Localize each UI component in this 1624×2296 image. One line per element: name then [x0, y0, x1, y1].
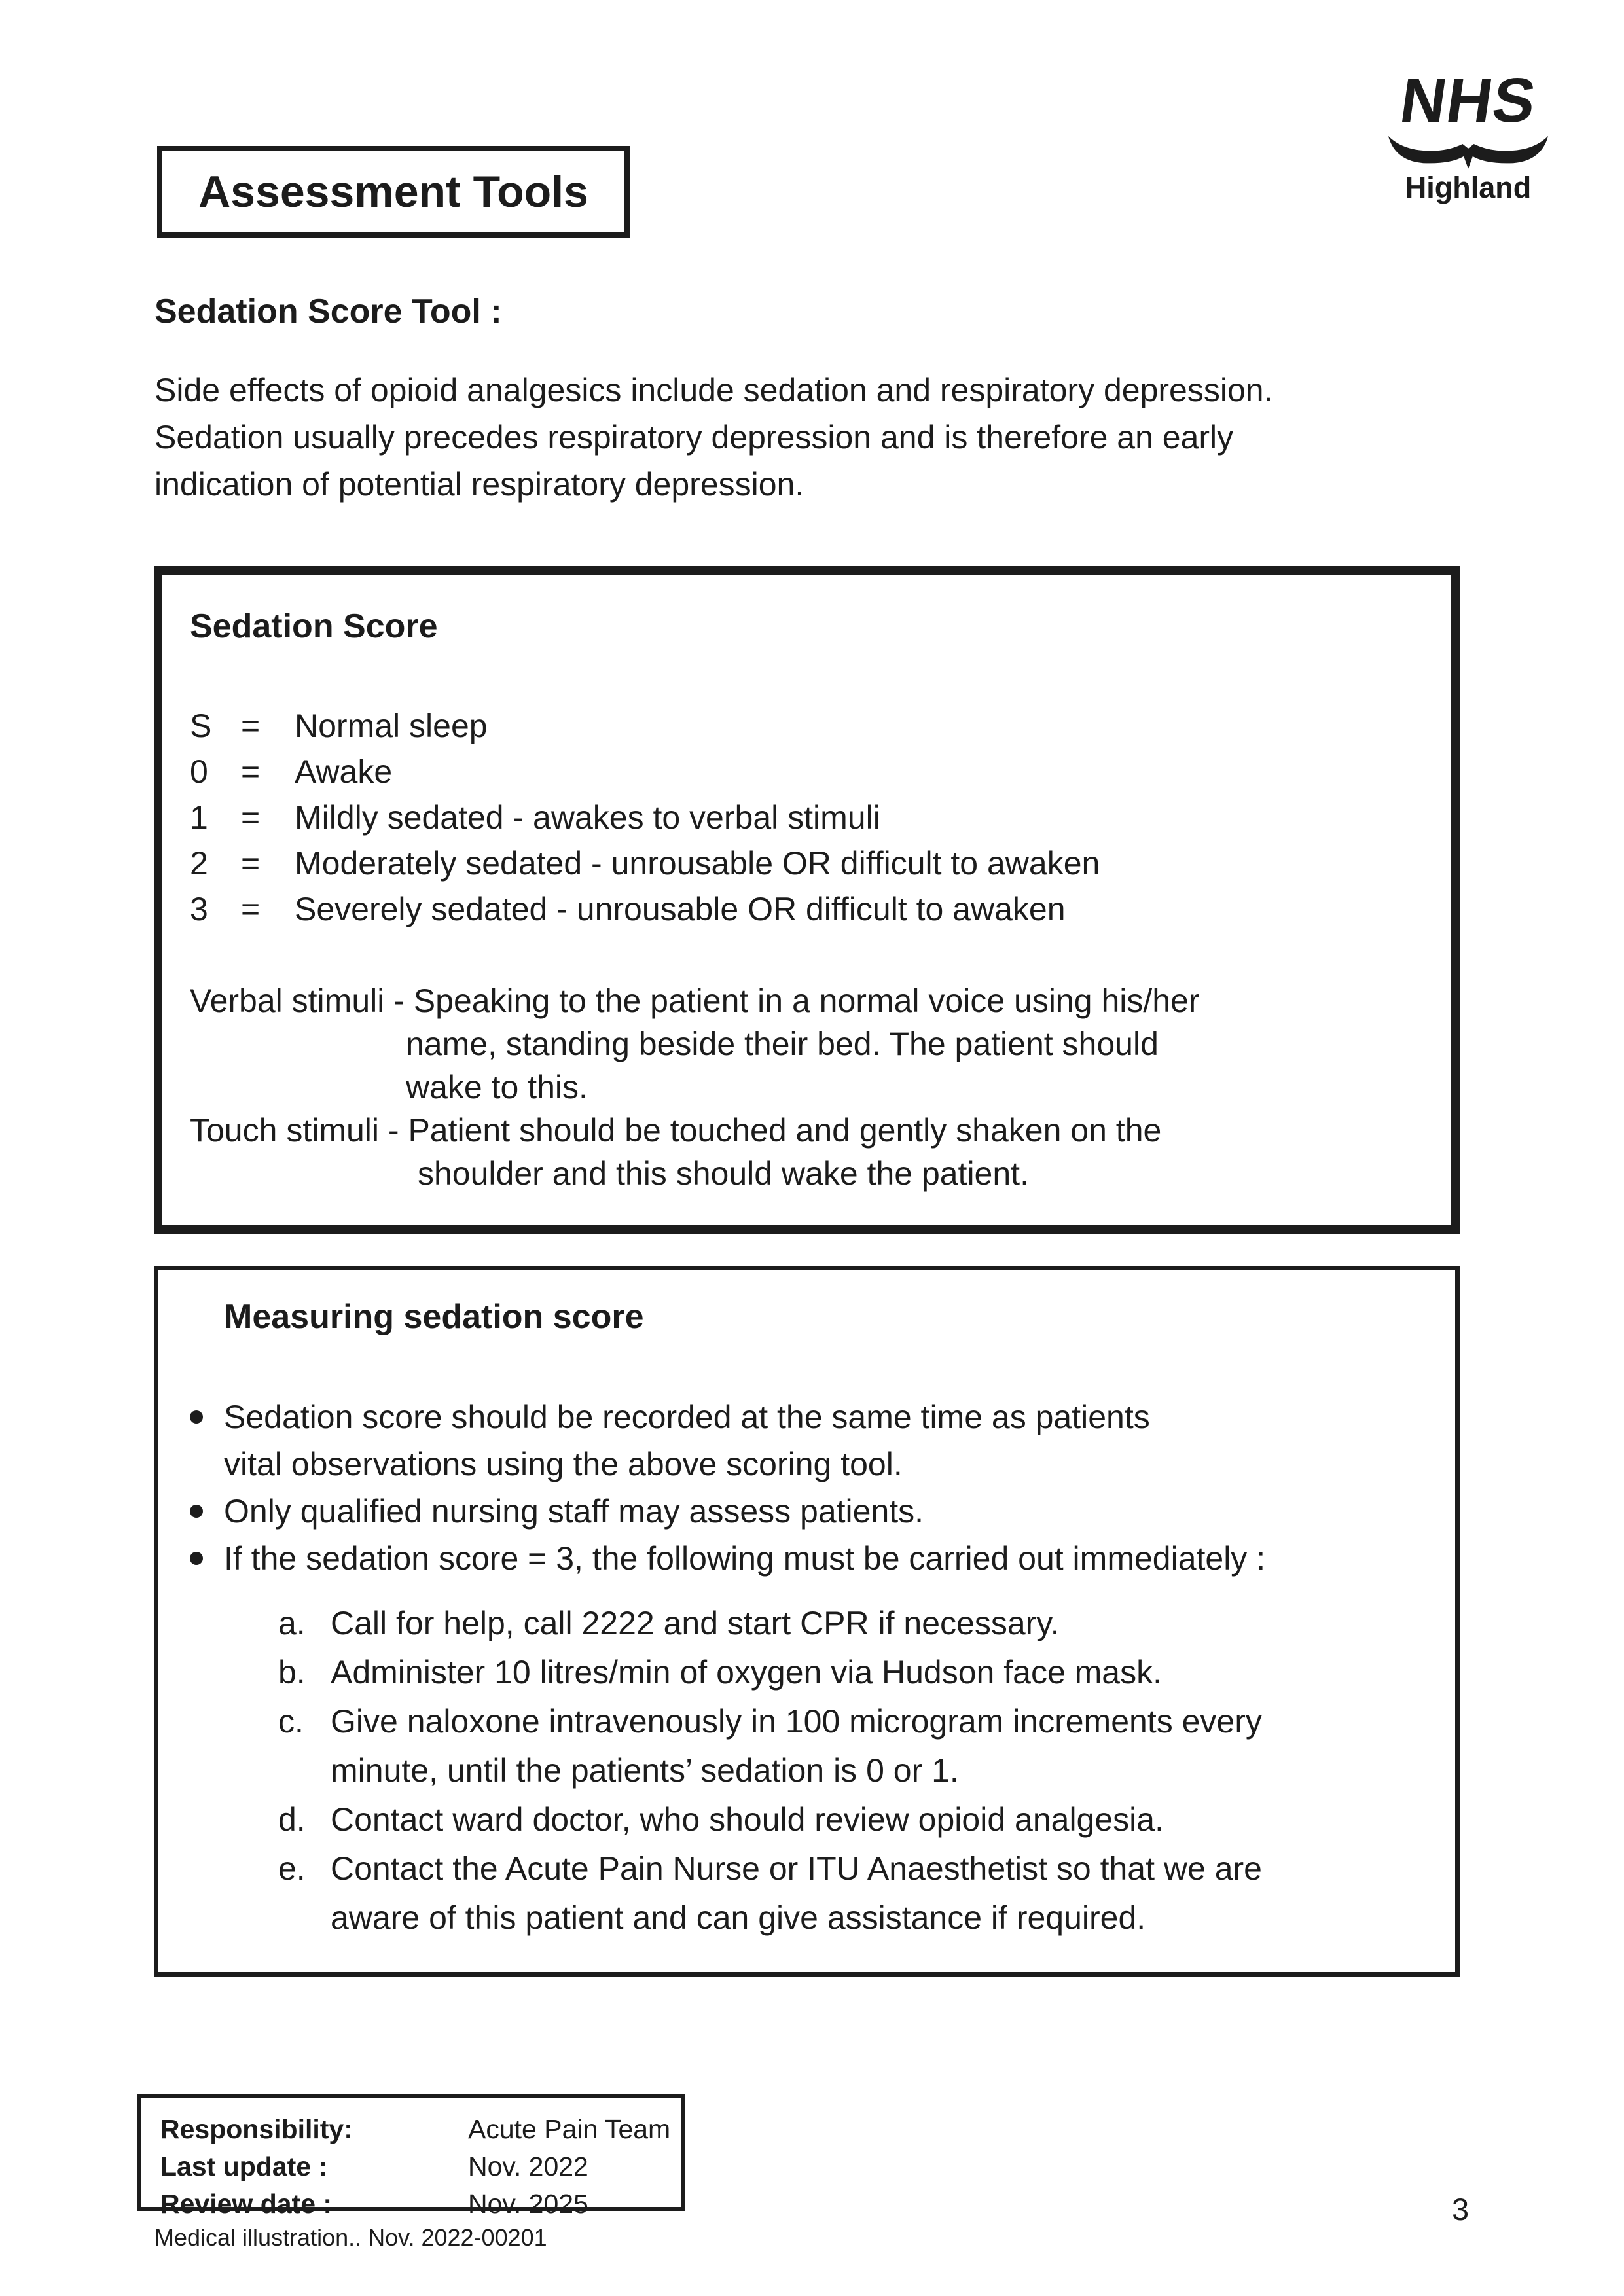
step-line: Give naloxone intravenously in 100 microgram increments every	[331, 1703, 1262, 1740]
step-text	[331, 1599, 1429, 1648]
score-equals: =	[241, 708, 261, 744]
score-equals: =	[241, 753, 261, 790]
nhs-swoosh-icon	[1384, 134, 1553, 170]
step-line: minute, until the patients’ sedation is 0 or 1.	[331, 1752, 959, 1789]
score-description: Severely sedated - unrousable OR difficult to awaken	[295, 891, 1066, 927]
stimuli-definitions	[190, 979, 1425, 1195]
score-row	[190, 840, 1425, 886]
intro-line: Sedation usually precedes respiratory depression and is therefore an early	[154, 419, 1234, 456]
verbal-stimuli-text: Speaking to the patient in a normal voice using his/her	[413, 982, 1200, 1019]
footer-row	[160, 2148, 681, 2185]
score-row	[190, 795, 1425, 840]
step-item	[278, 1844, 1429, 1943]
footer-label: Review date :	[160, 2189, 333, 2219]
nhs-region-label: Highland	[1405, 171, 1532, 204]
score-symbol: S	[190, 708, 212, 744]
touch-stimuli-line	[190, 1109, 1425, 1152]
step-letter: c.	[278, 1703, 304, 1740]
verbal-stimuli-line: name, standing beside their bed. The patient should	[406, 1026, 1159, 1062]
touch-stimuli-label: Touch stimuli -	[190, 1112, 408, 1149]
sedation-score-box-title: Sedation Score	[190, 607, 438, 645]
verbal-stimuli-line	[190, 979, 1425, 1022]
score-equals: =	[241, 799, 261, 836]
intro-line: Side effects of opioid analgesics include sedation and respiratory depression.	[154, 372, 1273, 408]
bullet-dot-icon	[190, 1410, 203, 1424]
nhs-highland-logo	[1380, 65, 1557, 204]
step-item	[278, 1599, 1429, 1648]
intro-line: indication of potential respiratory depression.	[154, 466, 804, 503]
score-symbol: 2	[190, 845, 208, 882]
step-line: Call for help, call 2222 and start CPR if necessary.	[331, 1605, 1060, 1641]
score-description: Normal sleep	[295, 708, 488, 744]
footer-row	[160, 2185, 681, 2223]
step-item	[278, 1648, 1429, 1697]
step-text	[331, 1648, 1429, 1697]
measuring-box-title: Measuring sedation score	[224, 1298, 644, 1336]
step-letter: a.	[278, 1605, 306, 1641]
step-line: Contact ward doctor, who should review opioid analgesia.	[331, 1801, 1164, 1838]
bullet-dot-icon	[190, 1505, 203, 1518]
sedation-score-box	[154, 566, 1460, 1234]
bullet-list	[190, 1393, 1429, 1582]
step-item	[278, 1697, 1429, 1795]
score-description: Awake	[295, 753, 393, 790]
nhs-wordmark: NHS	[1396, 65, 1541, 135]
section-heading: Sedation Score Tool :	[154, 293, 502, 331]
medical-illustration-note: Medical illustration.. Nov. 2022-00201	[154, 2224, 547, 2251]
bullet-item	[190, 1535, 1429, 1582]
step-text	[331, 1795, 1429, 1844]
bullet-text	[224, 1393, 1429, 1488]
footer-row	[160, 2111, 681, 2148]
score-description: Mildly sedated - awakes to verbal stimuli	[295, 799, 880, 836]
footer-info-box	[137, 2094, 685, 2219]
measuring-sedation-box	[154, 1266, 1460, 1977]
verbal-stimuli-line: wake to this.	[406, 1069, 588, 1105]
touch-stimuli-text: Patient should be touched and gently shaken on the	[408, 1112, 1162, 1149]
score-symbol: 0	[190, 753, 208, 790]
page-number: 3	[1452, 2192, 1470, 2227]
step-text	[331, 1844, 1429, 1943]
footer-label: Last update :	[160, 2151, 328, 2181]
score-list	[190, 703, 1425, 932]
bullet-text	[224, 1535, 1429, 1582]
footer-value: Nov. 2022	[468, 2151, 588, 2181]
page-title: Assessment Tools	[198, 167, 588, 217]
title-box	[157, 146, 630, 238]
footer-label: Responsibility:	[160, 2114, 353, 2144]
score-equals: =	[241, 845, 261, 882]
score-row	[190, 703, 1425, 749]
step-letter: b.	[278, 1654, 306, 1691]
score-description: Moderately sedated - unrousable OR difficult to awaken	[295, 845, 1100, 882]
bullet-item	[190, 1488, 1429, 1535]
step-item	[278, 1795, 1429, 1844]
intro-paragraph	[154, 367, 1272, 508]
score-symbol: 1	[190, 799, 208, 836]
footer-value: Acute Pain Team	[468, 2114, 671, 2144]
score-symbol: 3	[190, 891, 208, 927]
emergency-steps-list	[190, 1599, 1429, 1943]
score-equals: =	[241, 891, 261, 927]
step-text	[331, 1697, 1429, 1795]
bullet-line: Only qualified nursing staff may assess patients.	[224, 1493, 924, 1530]
score-row	[190, 886, 1425, 932]
score-row	[190, 749, 1425, 795]
step-line: aware of this patient and can give assistance if required.	[331, 1899, 1146, 1936]
step-line: Administer 10 litres/min of oxygen via Hudson face mask.	[331, 1654, 1162, 1691]
step-letter: e.	[278, 1850, 306, 1887]
step-letter: d.	[278, 1801, 306, 1838]
footer-value: Nov. 2025	[468, 2189, 588, 2219]
bullet-line: vital observations using the above scoring tool.	[224, 1446, 903, 1482]
bullet-item	[190, 1393, 1429, 1488]
bullet-line: Sedation score should be recorded at the same time as patients	[224, 1399, 1150, 1435]
verbal-stimuli-label: Verbal stimuli -	[190, 982, 414, 1019]
bullet-line: If the sedation score = 3, the following must be carried out immediately :	[224, 1540, 1266, 1577]
bullet-text	[224, 1488, 1429, 1535]
touch-stimuli-line: shoulder and this should wake the patient.	[418, 1155, 1029, 1192]
bullet-dot-icon	[190, 1552, 203, 1565]
step-line: Contact the Acute Pain Nurse or ITU Anaesthetist so that we are	[331, 1850, 1262, 1887]
